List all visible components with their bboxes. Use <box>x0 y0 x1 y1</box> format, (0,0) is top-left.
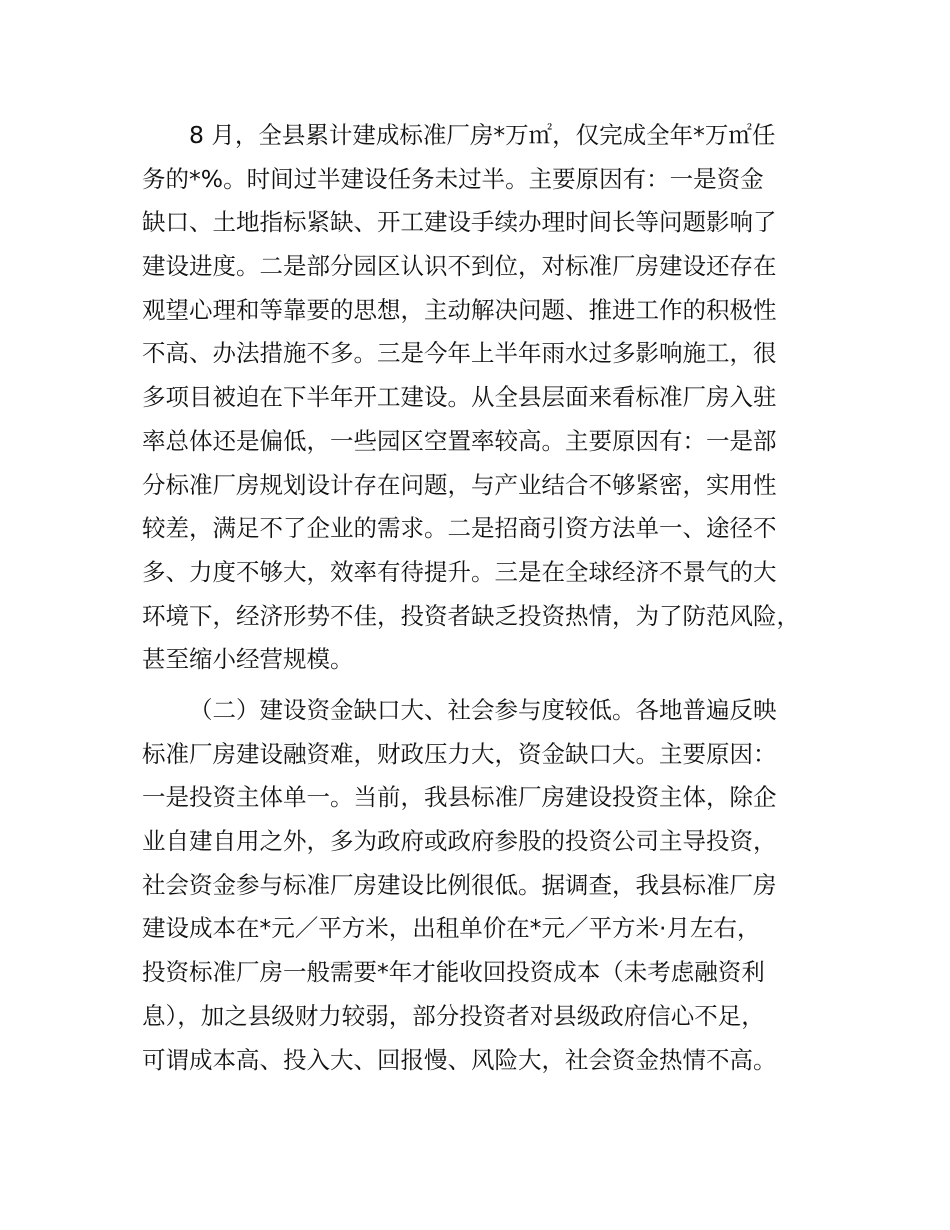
text-line: 率总体还是偏低，一些园区空置率较高。主要原因有：一是部 <box>142 426 777 455</box>
text-line: 社会资金参与标准厂房建设比例很低。据调查，我县标准厂房 <box>142 870 777 899</box>
text-line: 多、力度不够大，效率有待提升。三是在全球经济不景气的大 <box>142 557 777 586</box>
text-line: 一是投资主体单一。当前，我县标准厂房建设投资主体，除企 <box>142 783 777 812</box>
text-line: 投资标准厂房一般需要*年才能收回投资成本（未考虑融资利 <box>142 958 765 987</box>
text-line: 8 月，全县累计建成标准厂房*万㎡，仅完成全年*万㎡任 <box>189 121 776 149</box>
text-line: 缺口、土地指标紧缺、开工建设手续办理时间长等问题影响了 <box>142 208 777 237</box>
text-line: 业自建自用之外，多为政府或政府参股的投资公司主导投资， <box>142 827 777 856</box>
text-line: 分标准厂房规划设计存在问题，与产业结合不够紧密，实用性 <box>142 470 777 499</box>
text-line: 不高、办法措施不多。三是今年上半年雨水过多影响施工，很 <box>142 339 777 368</box>
text-line: 务的*%。时间过半建设任务未过半。主要原因有：一是资金 <box>142 164 764 193</box>
text-line: （二）建设资金缺口大、社会参与度较低。各地普遍反映 <box>189 696 777 724</box>
text-line: 建设进度。二是部分园区认识不到位，对标准厂房建设还存在 <box>142 252 777 281</box>
paragraph-1 <box>142 114 832 682</box>
text-line: 甚至缩小经营规模。 <box>142 645 354 674</box>
text-line: 较差，满足不了企业的需求。二是招商引资方法单一、途径不 <box>142 514 777 543</box>
text-line: 观望心理和等靠要的思想，主动解决问题、推进工作的积极性 <box>142 295 777 324</box>
text-line: 标准厂房建设融资难，财政压力大，资金缺口大。主要原因： <box>142 739 777 768</box>
text-line: 可谓成本高、投入大、回报慢、风险大，社会资金热情不高。 <box>142 1045 777 1074</box>
text-line: 环境下，经济形势不佳，投资者缺乏投资热情，为了防范风险， <box>142 601 800 630</box>
text-line: 多项目被迫在下半年开工建设。从全县层面来看标准厂房入驻 <box>142 383 777 412</box>
text-line: 建设成本在*元／平方米，出租单价在*元／平方米·月左右， <box>142 914 761 943</box>
paragraph-2 <box>142 689 832 1082</box>
text-line: 息），加之县级财力较弱，部分投资者对县级政府信心不足， <box>142 1001 765 1030</box>
